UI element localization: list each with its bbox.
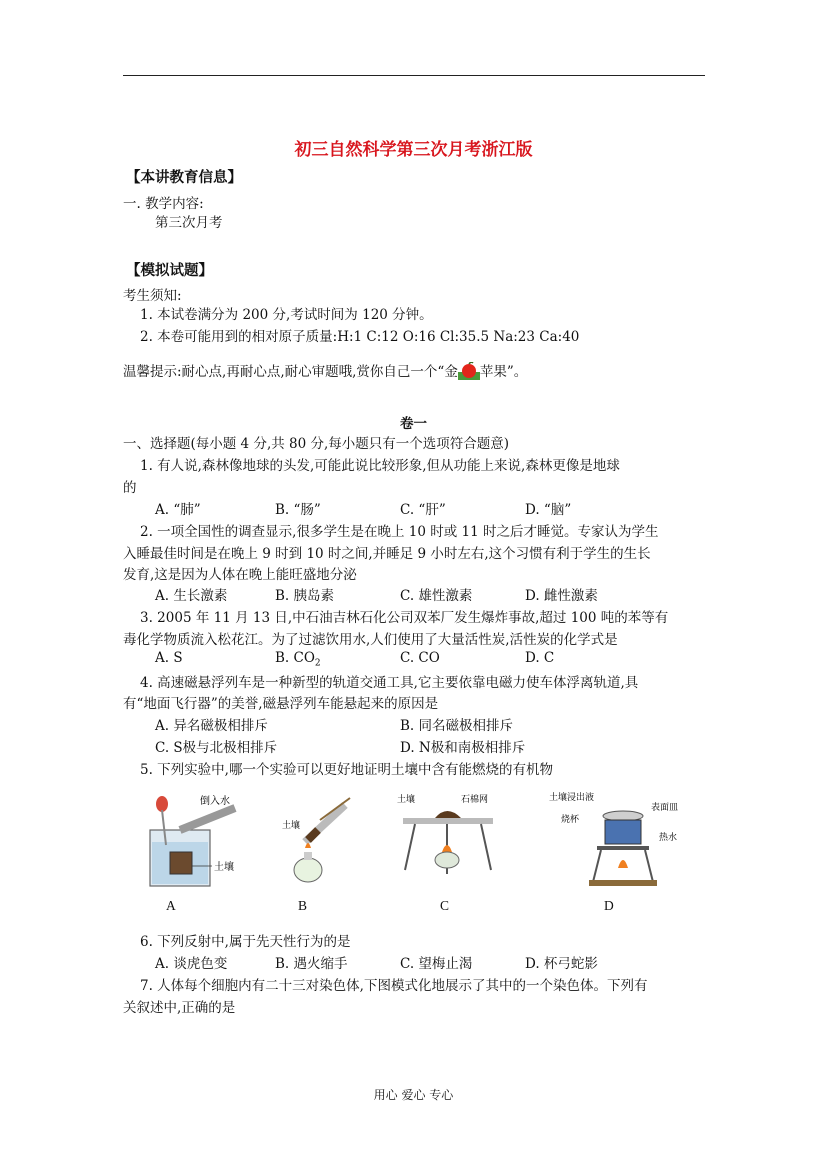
q1-line-2: 的 [123,480,137,496]
experiment-b-figure [280,790,360,890]
info-heading: 【本讲教育信息】 [126,169,242,186]
q1-option-b: B. “肠” [275,502,321,518]
d-liquid-label: 土壤浸出液 [549,793,595,803]
q2-option-b: B. 胰岛素 [275,588,335,604]
page-footer: 用心 爱心 专心 [373,1088,454,1102]
q3-option-b [275,650,321,669]
q2-option-d: D. 雌性激素 [525,588,598,604]
q3-line-2: 毒化学物质流入松花江。为了过滤饮用水,人们使用了大量活性炭,活性炭的化学式是 [123,632,618,648]
q3-option-a: A. S [155,650,183,666]
c-soil-label: 土壤 [397,795,416,805]
figure-label-a: A [166,898,176,913]
q2-line-3: 发育,这是因为人体在晚上能旺盛地分泌 [123,567,357,583]
d-hot-water-label: 热水 [659,833,678,843]
q4-option-d: D. N极和南极相排斥 [400,740,526,756]
d-beaker-label: 烧杯 [561,815,580,825]
q3-option-d: D. C [525,650,555,666]
content-value: 第三次月考 [155,215,223,231]
q3-option-b-text: B. CO [275,650,315,666]
q2-line-2: 入睡最佳时间是在晚上 9 时到 10 时之间,并睡足 9 小时左右,这个习惯有利于学生的生长 [123,546,651,562]
q3-line-1: 3. 2005 年 11 月 13 日,中石油吉林石化公司双苯厂发生爆炸事故,超过 100 吨的苯等有 [140,610,669,626]
sim-heading: 【模拟试题】 [126,262,213,279]
b-soil-label: 土壤 [282,821,301,831]
q6-option-a: A. 谈虎色变 [155,956,228,972]
a-water-label: 倒入水 [200,796,230,807]
a-soil-label: 土壤 [214,862,234,873]
q2-line-1: 2. 一项全国性的调查显示,很多学生是在晚上 10 时或 11 时之后才睡觉。专家认为学生 [140,524,659,540]
c-mesh-label: 石棉网 [461,795,489,805]
notice-2: 2. 本卷可能用到的相对原子质量:H:1 C:12 O:16 Cl:35.5 Na:23 Ca:40 [140,329,580,345]
q4-option-c: C. S极与北极相排斥 [155,740,278,756]
q1-line-1: 1. 有人说,森林像地球的头发,可能此说比较形象,但从功能上来说,森林更像是地球 [140,458,620,474]
q3-option-c: C. CO [400,650,440,666]
apple-icon [458,362,480,380]
volume-title: 卷一 [400,416,427,432]
header-rule [123,75,705,76]
tip-text-after: 苹果”。 [479,364,528,380]
d-dish-label: 表面皿 [651,803,679,813]
experiment-d-figure [545,790,715,890]
q6-option-c: C. 望梅止渴 [400,956,473,972]
page-title: 初三自然科学第三次月考浙江版 [294,140,533,160]
tip-line [123,360,527,380]
q6-text: 6. 下列反射中,属于先天性行为的是 [140,934,351,950]
q4-option-b: B. 同名磁极相排斥 [400,718,514,734]
q2-option-a: A. 生长激素 [155,588,228,604]
tip-text-before: 温馨提示:耐心点,再耐心点,耐心审题哦,赏你自己一个“金 [123,364,458,380]
figure-label-c: C [440,898,450,913]
q6-option-d: D. 杯弓蛇影 [525,956,598,972]
section-1-heading: 一、选择题(每小题 4 分,共 80 分,每小题只有一个选项符合题意) [123,436,510,452]
q4-line-2: 有“地面飞行器”的美誉,磁悬浮列车能悬起来的原因是 [123,696,439,712]
q1-option-d: D. “脑” [525,502,572,518]
q1-option-c: C. “肝” [400,502,446,518]
q2-option-c: C. 雄性激素 [400,588,473,604]
figure-label-b: B [298,898,308,913]
notice-1: 1. 本试卷满分为 200 分,考试时间为 120 分钟。 [140,307,433,323]
q7-line-2: 关叙述中,正确的是 [123,1000,236,1016]
q6-option-b: B. 遇火缩手 [275,956,348,972]
content-label: 一. 教学内容: [123,196,204,212]
q4-line-1: 4. 高速磁悬浮列车是一种新型的轨道交通工具,它主要依靠电磁力使车体浮离轨道,具 [140,675,639,691]
q7-line-1: 7. 人体每个细胞内有二十三对染色体,下图模式化地展示了其中的一个染色体。下列有 [140,978,648,994]
q1-option-a: A. “肺” [155,502,201,518]
figure-label-d: D [604,898,614,913]
experiment-a-figure [140,790,250,890]
q4-option-a: A. 异名磁极相排斥 [155,718,268,734]
q3-option-b-subscript: 2 [314,658,321,669]
experiment-c-figure [395,790,505,890]
notice-label: 考生须知: [123,288,182,304]
q5-text: 5. 下列实验中,哪一个实验可以更好地证明土壤中含有能燃烧的有机物 [140,762,553,778]
